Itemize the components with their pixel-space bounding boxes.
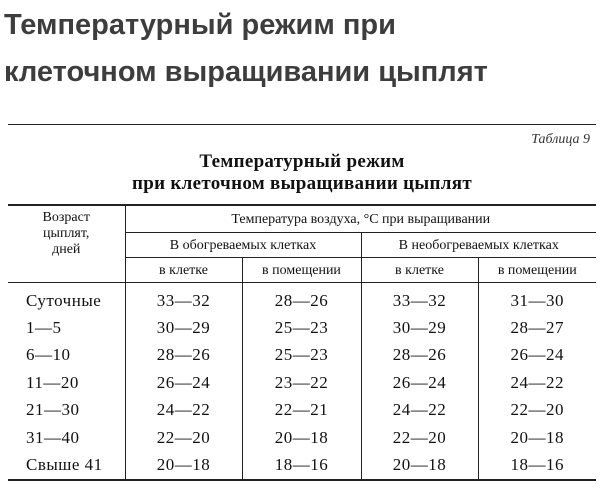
table-title-line-2: при клеточном выращивании цыплят [132,173,472,194]
value-cell: 26—24 [478,342,596,369]
age-header-line-2: цыплят, [43,226,90,241]
table-row [8,397,596,424]
value-cell: 25—23 [242,342,361,369]
value-cell: 22—21 [242,397,361,424]
table-title [8,151,596,195]
value-cell: 28—26 [125,342,242,369]
temperature-table [8,204,596,481]
page-heading-line-2: клеточном выращивании цыплят [4,56,488,88]
age-column-header [8,205,125,283]
air-temperature-header: Температура воздуха, °С при выращивании [125,205,596,233]
age-cell: 6—10 [26,345,71,365]
table-row [8,314,596,341]
value-cell: 23—22 [242,369,361,396]
value-cell: 20—18 [125,451,242,479]
age-cell: 31—40 [26,427,80,447]
page-heading [4,2,600,96]
value-cell: 20—18 [478,424,596,451]
age-cell: 21—30 [26,400,80,420]
value-cell: 28—26 [242,283,361,315]
table-row [8,342,596,369]
value-cell: 26—24 [125,369,242,396]
value-cell: 31—30 [478,283,596,315]
value-cell: 24—22 [125,397,242,424]
subcol-header: в клетке [361,258,478,283]
scanned-table-image [8,124,596,488]
value-cell: 24—22 [361,397,478,424]
table-row [8,283,596,315]
age-header-line-1: Возраст [42,210,90,225]
value-cell: 33—32 [361,283,478,315]
table-frame-top-rule [8,124,596,125]
value-cell: 22—20 [478,397,596,424]
value-cell: 20—18 [361,451,478,479]
value-cell: 18—16 [242,451,361,479]
table-number-label: Таблица 9 [531,132,590,147]
value-cell: 22—20 [361,424,478,451]
value-cell: 24—22 [478,369,596,396]
heated-cages-header: В обогреваемых клетках [125,233,361,258]
table-row [8,451,596,479]
age-cell: Свыше 41 [8,451,125,479]
value-cell: 30—29 [125,314,242,341]
value-cell: 33—32 [125,283,242,315]
table-row [8,369,596,396]
value-cell: 22—20 [125,424,242,451]
age-cell: 1—5 [26,318,62,338]
subcol-header: в помещении [242,258,361,283]
page-heading-line-1: Температурный режим при [4,9,396,41]
age-header-line-3: дней [52,242,81,257]
unheated-cages-header: В необогреваемых клетках [361,233,596,258]
value-cell: 26—24 [361,369,478,396]
value-cell: 28—27 [478,314,596,341]
table-row [8,424,596,451]
value-cell: 25—23 [242,314,361,341]
table-title-line-1: Температурный режим [199,151,405,172]
value-cell: 18—16 [478,451,596,479]
age-cell: Суточные [26,290,102,310]
age-cell: 11—20 [26,372,79,392]
subcol-header: в клетке [125,258,242,283]
subcol-header: в помещении [478,258,596,283]
value-cell: 20—18 [242,424,361,451]
value-cell: 28—26 [361,342,478,369]
header-row-1 [8,205,596,233]
value-cell: 30—29 [361,314,478,341]
